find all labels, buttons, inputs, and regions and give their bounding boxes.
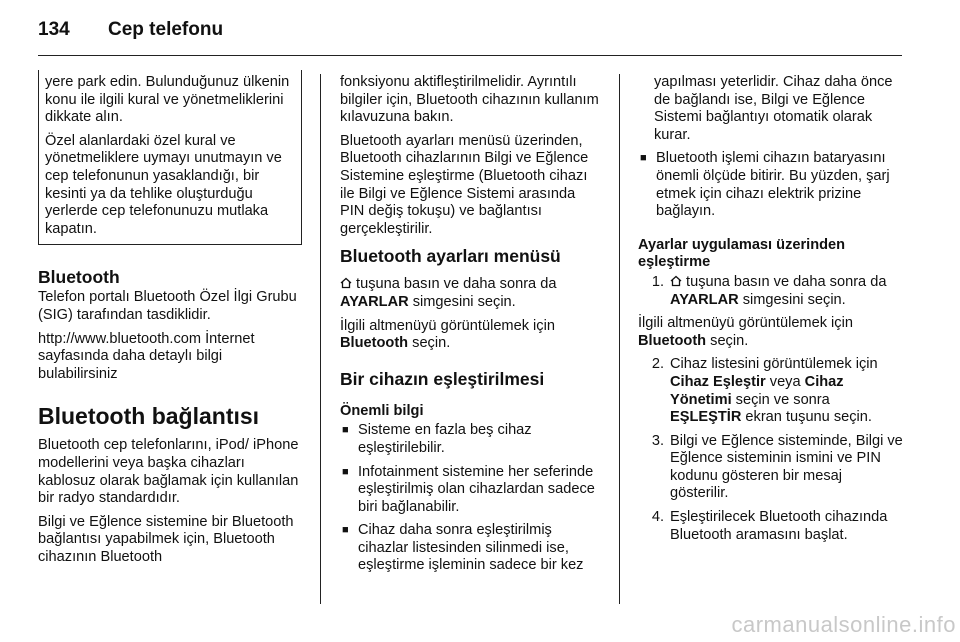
list-item: ■ Cihaz daha sonra eşleştirilmiş cihazlar listesinden silinmedi ise, eşleştirme işleminin sadece bir kez xyxy=(342,522,584,574)
bluetooth-connection-heading: Bluetooth bağlantısı xyxy=(38,403,260,430)
column-divider-1 xyxy=(320,74,321,604)
settings-app-pairing-heading: Ayarlar uygulaması üzerinden eşleştirme xyxy=(638,236,846,271)
column2-paragraph-2: Bluetooth ayarları menüsü üzerinden, Bluetooth cihazlarının Bilgi ve Eğlence Sistemine eşleştirme (Bluetooth cihazı ile Bilgi ve Eğlence Sistemi arasında PIN değiş tokuşu) ve bağlantısı gerçekleştirilir. xyxy=(340,132,589,237)
home-icon xyxy=(670,275,682,287)
column-1 xyxy=(38,74,302,572)
home-icon xyxy=(340,277,352,289)
warning-text-2: Özel alanlardaki özel kural ve yönetmeliklere uymayı unutmayın ve cep telefonunun yasaklandığı, bir kesinti ya da tehlike oluşturduğu yerlerde cep telefonunuzu mutlaka kapatın. xyxy=(45,132,282,237)
column-3 xyxy=(638,74,904,550)
continued-paragraph: yapılması yeterlidir. Cihaz daha önce de bağlandı ise, Bilgi ve Eğlence Sistemi bağlantıyı otomatik olarak kurar. xyxy=(654,74,893,143)
settings-menu-step-2: İlgili altmenüyü görüntülemek için Bluetooth seçin. xyxy=(340,317,555,352)
warning-box xyxy=(38,70,302,245)
list-item: ■ Bluetooth işlemi cihazın bataryasını önemli ölçüde bitirir. Bu yüzden, şarj etmek için cihazı elektrik prizine bağlayın. xyxy=(640,150,890,220)
list-item: 2. Cihaz listesini görüntülemek için Cihaz Eşleştir veya Cihaz Yönetimi seçin ve sonra EŞLEŞTİR ekran tuşunu seçin. xyxy=(651,356,878,426)
connection-paragraph-1: Bluetooth cep telefonlarını, iPod/ iPhone modellerini veya başka cihazları kablosuz olarak bağlamak için kullanılan bir radyo standardıdır. xyxy=(38,437,299,507)
column-2 xyxy=(340,74,602,581)
bluetooth-heading: Bluetooth xyxy=(38,267,120,288)
page-number: 134 xyxy=(38,19,70,40)
bluetooth-paragraph-2: http://www.bluetooth.com İnternet sayfasında daha detaylı bilgi bulabilirsiniz xyxy=(38,330,255,382)
list-item: 1. tuşuna basın ve daha sonra da AYARLAR simgesini seçin. xyxy=(651,273,887,308)
page-title: Cep telefonu xyxy=(108,19,224,40)
column2-paragraph-1: fonksiyonu aktifleştirilmelidir. Ayrıntılı bilgiler için, Bluetooth cihazının kullanım kılavuzuna bakın. xyxy=(340,74,599,126)
step-1-substep: İlgili altmenüyü görüntülemek için Bluetooth seçin. xyxy=(638,315,853,349)
warning-text-1: yere park edin. Bulunduğunuz ülkenin konu ile ilgili kural ve yönetmeliklerini dikkate alın. xyxy=(45,74,290,126)
pairing-heading: Bir cihazın eşleştirilmesi xyxy=(340,368,545,389)
column-divider-2 xyxy=(619,74,620,604)
bluetooth-paragraph-1: Telefon portalı Bluetooth Özel İlgi Grubu (SIG) tarafından tasdiklidir. xyxy=(38,289,297,323)
watermark: carmanualsonline.info xyxy=(731,612,956,637)
header-rule xyxy=(38,55,902,56)
important-info-heading: Önemli bilgi xyxy=(340,402,424,419)
settings-menu-step-1: tuşuna basın ve daha sonra da AYARLAR simgesini seçin. xyxy=(340,276,557,310)
list-item: ■ Sisteme en fazla beş cihaz eşleştirilebilir. xyxy=(342,422,532,456)
list-item: ■ Infotainment sistemine her seferinde eşleştirilmiş olan cihazlardan sadece biri bağlanabilir. xyxy=(342,463,595,515)
list-item: 3. Bilgi ve Eğlence sisteminde, Bilgi ve Eğlence sisteminin ismini ve PIN kodunu gösteren bir mesaj gösterilir. xyxy=(651,432,903,502)
connection-paragraph-2: Bilgi ve Eğlence sistemine bir Bluetooth bağlantısı yapabilmek için, Bluetooth cihazının Bluetooth xyxy=(38,513,294,565)
list-item: 4. Eşleştirilecek Bluetooth cihazında Bluetooth aramasını başlat. xyxy=(651,509,888,543)
page-header xyxy=(38,10,223,50)
settings-menu-heading: Bluetooth ayarları menüsü xyxy=(340,246,561,267)
